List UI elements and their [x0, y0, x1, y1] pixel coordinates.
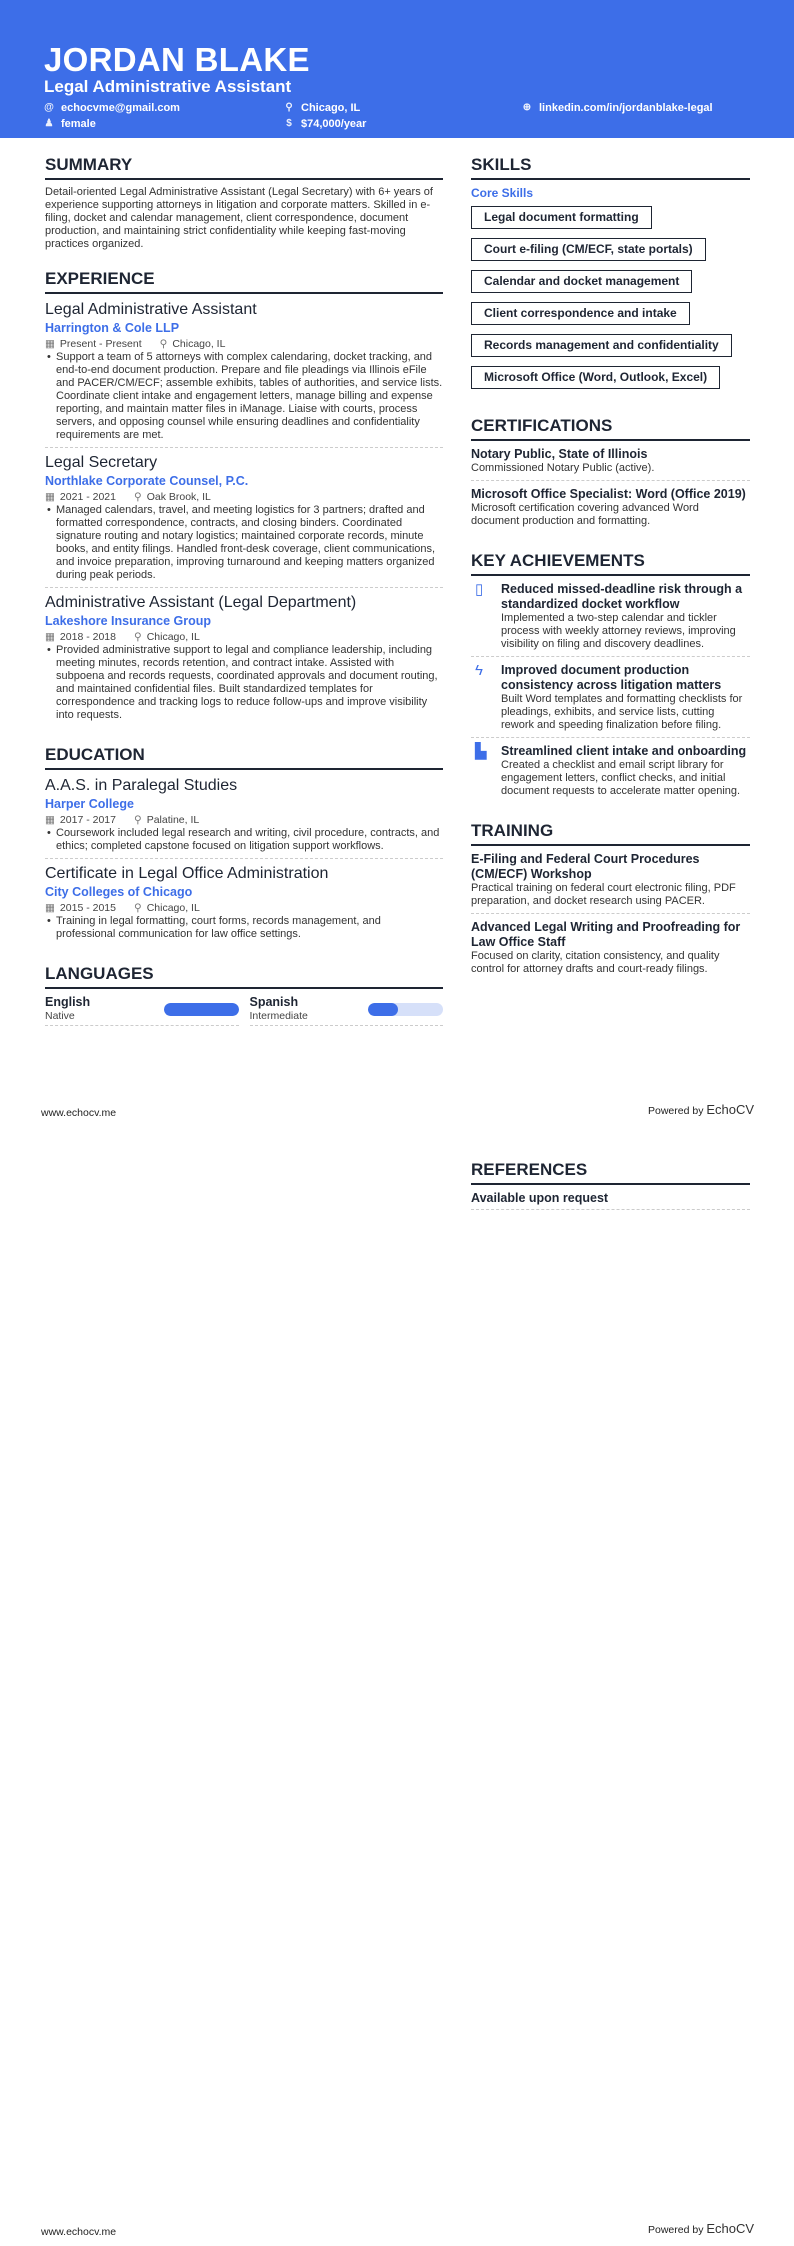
proficiency-fill: [368, 1003, 398, 1016]
entry-meta: [45, 901, 443, 915]
skill-tag: Legal document formatting: [471, 206, 652, 229]
bullet-item: • Provided administrative support to legal and compliance leadership, including meeting minutes, records retention, and contract intake. Assisted with subpoena and records requests, coordinated approvals and document routing, and maintained confidential files. Built standardized templates for correspondence and tracking logs to reduce follow-ups and improve visibility into requests.: [45, 644, 443, 722]
calendar-icon: ▦: [45, 338, 55, 350]
calendar-icon: ▦: [45, 902, 55, 914]
powered-label: Powered by: [648, 2224, 704, 2236]
achievement-desc: Implemented a two-step calendar and tickler process with weekly attorney reviews, improving visibility on filing and discovery deadlines.: [501, 612, 736, 650]
bullet-list: [45, 504, 443, 582]
bullet-list: [45, 351, 443, 442]
achievement-title: Streamlined client intake and onboarding: [501, 744, 747, 758]
location-text: Palatine, IL: [146, 814, 200, 826]
references-text: Available upon request: [471, 1191, 750, 1210]
training-desc: Practical training on federal court electronic filing, PDF preparation, and docket research using PACER.: [471, 882, 736, 907]
certification-item: [471, 487, 750, 533]
candidate-name: JORDAN BLAKE: [44, 41, 310, 78]
location-pin-icon: ⚲: [133, 814, 142, 826]
location-text: Chicago, IL: [146, 902, 200, 914]
resume-header: [0, 0, 794, 138]
money-icon: $: [286, 118, 292, 129]
section-heading: SKILLS: [471, 155, 750, 180]
certification-item: [471, 447, 750, 481]
education-title: Certificate in Legal Office Administration: [45, 865, 329, 882]
tablet-icon: ▯: [475, 581, 484, 598]
location-pin-icon: ⚲: [159, 338, 168, 350]
bullet-item: • Training in legal formatting, court forms, records management, and professional communication for law office settings.: [45, 915, 443, 941]
education-section: [45, 745, 443, 946]
proficiency-fill: [164, 1003, 239, 1016]
training-item: [471, 920, 750, 981]
experience-organization: Northlake Corporate Counsel, P.C.: [45, 474, 249, 488]
skills-group-label: Core Skills: [471, 186, 534, 200]
dates-text: 2021 - 2021: [59, 491, 116, 503]
certification-title: Notary Public, State of Illinois: [471, 447, 648, 461]
bullet-list: [45, 827, 443, 853]
certification-title: Microsoft Office Specialist: Word (Office 2019): [471, 487, 746, 501]
location-text: Chicago, IL: [172, 338, 226, 350]
section-heading: REFERENCES: [471, 1160, 750, 1185]
date-range: [45, 337, 142, 351]
entry-location: [134, 490, 211, 504]
achievement-desc: Created a checklist and email script library for engagement letters, conflict checks, and initial document requests to accelerate matter opening.: [501, 759, 741, 797]
experience-title: Legal Administrative Assistant: [45, 301, 257, 318]
training-title: Advanced Legal Writing and Proofreading for Law Office Staff: [471, 920, 741, 949]
dates-text: 2017 - 2017: [59, 814, 116, 826]
entry-meta: [45, 630, 443, 644]
entry-location: [134, 630, 200, 644]
training-title: E-Filing and Federal Court Procedures (CM/ECF) Workshop: [471, 852, 700, 881]
training-section: [471, 821, 750, 981]
language-name: Spanish: [249, 995, 299, 1009]
date-range: [45, 490, 116, 504]
language-level: Intermediate: [249, 1010, 308, 1022]
experience-title: Administrative Assistant (Legal Department): [45, 594, 357, 611]
achievement-item: [471, 744, 750, 803]
education-organization: City Colleges of Chicago: [45, 885, 193, 899]
lightning-icon: ϟ: [475, 662, 483, 679]
languages-section: [45, 964, 443, 1026]
language-name: English: [45, 995, 91, 1009]
language-item: [45, 995, 239, 1026]
gender-text: female: [61, 118, 96, 130]
left-column: [45, 155, 443, 1044]
bullet-item: • Managed calendars, travel, and meeting logistics for 3 partners; drafted and formatted correspondence, contracts, and closing binders. Coordinated signature routing and notary logistics; maintained corporate records, minute books, and entity filings. Handled front-desk coverage, client communications, and invoice preparation, improving turnaround and keeping matters organized during peak periods.: [45, 504, 443, 582]
proficiency-bar: [368, 1003, 443, 1016]
achievement-item: [471, 663, 750, 738]
skills-section: [471, 155, 750, 398]
skill-tag: Court e-filing (CM/ECF, state portals): [471, 238, 706, 261]
certification-desc: Microsoft certification covering advanced Word document production and formatting.: [471, 502, 699, 527]
education-organization: Harper College: [45, 797, 134, 811]
training-desc: Focused on clarity, citation consistency, and quality control for attorney drafts and court-ready filings.: [471, 950, 720, 975]
location-pin-icon: ⚲: [285, 102, 293, 113]
summary-section: [45, 155, 443, 251]
certifications-section: [471, 416, 750, 533]
at-icon: @: [44, 102, 54, 113]
experience-entry: [45, 593, 443, 727]
contact-salary: [284, 117, 366, 131]
summary-text: Detail-oriented Legal Administrative Assistant (Legal Secretary) with 6+ years of experience supporting attorneys in litigation and corporate matters. Skilled in e-filing, docket and calendar management, client correspondence, document production, and maintaining strict confidentiality while keeping fast-moving practices organized.: [45, 186, 433, 250]
entry-meta: [45, 813, 443, 827]
footer-site-link[interactable]: www.echocv.me: [41, 2226, 117, 2238]
skill-tag: Records management and confidentiality: [471, 334, 732, 357]
achievements-section: [471, 551, 750, 803]
skill-tag: Client correspondence and intake: [471, 302, 690, 325]
brand-name: EchoCV: [706, 1102, 755, 1117]
powered-label: Powered by: [648, 1105, 704, 1117]
section-heading: SUMMARY: [45, 155, 443, 180]
skill-tag: Microsoft Office (Word, Outlook, Excel): [471, 366, 720, 389]
email-text: echocvme@gmail.com: [61, 102, 180, 114]
entry-meta: [45, 337, 443, 351]
entry-location: [160, 337, 226, 351]
achievement-item: [471, 582, 750, 657]
location-pin-icon: ⚲: [133, 491, 142, 503]
section-heading: KEY ACHIEVEMENTS: [471, 551, 750, 576]
bullet-list: [45, 915, 443, 941]
entry-meta: [45, 490, 443, 504]
right-column: [471, 155, 750, 987]
person-icon: ♟: [44, 118, 54, 129]
language-level: Native: [45, 1010, 75, 1022]
contact-location: [284, 101, 360, 115]
bullet-list: [45, 644, 443, 722]
footer-powered-by: [648, 2221, 754, 2238]
location-pin-icon: ⚲: [133, 631, 142, 643]
references-section: [471, 1160, 750, 1210]
calendar-icon: ▦: [45, 814, 55, 826]
contact-email[interactable]: [44, 101, 180, 115]
bullet-item: • Coursework included legal research and writing, civil procedure, contracts, and ethics; completed capstone focused on litigation support workflows.: [45, 827, 443, 853]
proficiency-bar: [164, 1003, 239, 1016]
section-heading: LANGUAGES: [45, 964, 443, 989]
linkedin-text: linkedin.com/in/jordanblake-legal: [539, 102, 713, 114]
achievement-title: Reduced missed-deadline risk through a standardized docket workflow: [501, 582, 743, 611]
education-title: A.A.S. in Paralegal Studies: [45, 777, 238, 794]
date-range: [45, 813, 116, 827]
language-item: [250, 995, 444, 1026]
section-heading: CERTIFICATIONS: [471, 416, 750, 441]
certification-desc: Commissioned Notary Public (active).: [471, 462, 655, 474]
location-text: Chicago, IL: [146, 631, 200, 643]
section-heading: EXPERIENCE: [45, 269, 443, 294]
experience-organization: Harrington & Cole LLP: [45, 321, 180, 335]
document-chart-icon: ▙: [475, 743, 487, 760]
section-heading: EDUCATION: [45, 745, 443, 770]
calendar-icon: ▦: [45, 491, 55, 503]
experience-title: Legal Secretary: [45, 454, 158, 471]
calendar-icon: ▦: [45, 631, 55, 643]
footer-site-link[interactable]: www.echocv.me: [41, 1107, 117, 1119]
education-entry: [45, 776, 443, 859]
training-item: [471, 852, 750, 914]
achievement-title: Improved document production consistency across litigation matters: [501, 663, 722, 692]
salary-text: $74,000/year: [301, 118, 367, 130]
contact-linkedin[interactable]: [522, 101, 713, 115]
globe-icon: ⊕: [522, 102, 532, 113]
experience-section: [45, 269, 443, 727]
contact-gender: [44, 117, 96, 131]
experience-entry: [45, 453, 443, 588]
dates-text: 2018 - 2018: [59, 631, 116, 643]
dates-text: Present - Present: [59, 338, 142, 350]
date-range: [45, 901, 116, 915]
dates-text: 2015 - 2015: [59, 902, 116, 914]
entry-location: [134, 901, 200, 915]
entry-location: [134, 813, 199, 827]
achievement-desc: Built Word templates and formatting checklists for pleadings, exhibits, and service lists, cutting rework and speeding finalization before filing.: [501, 693, 743, 731]
experience-organization: Lakeshore Insurance Group: [45, 614, 212, 628]
experience-entry: [45, 300, 443, 448]
location-text: Oak Brook, IL: [146, 491, 211, 503]
section-heading: TRAINING: [471, 821, 750, 846]
skill-tag: Calendar and docket management: [471, 270, 692, 293]
education-entry: [45, 864, 443, 946]
brand-name: EchoCV: [706, 2221, 755, 2236]
location-text: Chicago, IL: [301, 102, 361, 114]
candidate-title: Legal Administrative Assistant: [44, 77, 292, 96]
date-range: [45, 630, 116, 644]
footer-powered-by: [648, 1102, 754, 1119]
bullet-item: • Support a team of 5 attorneys with complex calendaring, docket tracking, and end-to-end document production. Prepare and file pleadings via Illinois eFile and PACER/CM/ECF; assemble exhibits, tables of authorities, and service lists. Coordinate client intake and engagement letters, manage billing and expense reporting, and maintain matter files in iManage. Liaise with courts, process servers, and opposing counsel while ensuring deadlines and confidentiality requirements are met.: [45, 351, 443, 442]
location-pin-icon: ⚲: [133, 902, 142, 914]
